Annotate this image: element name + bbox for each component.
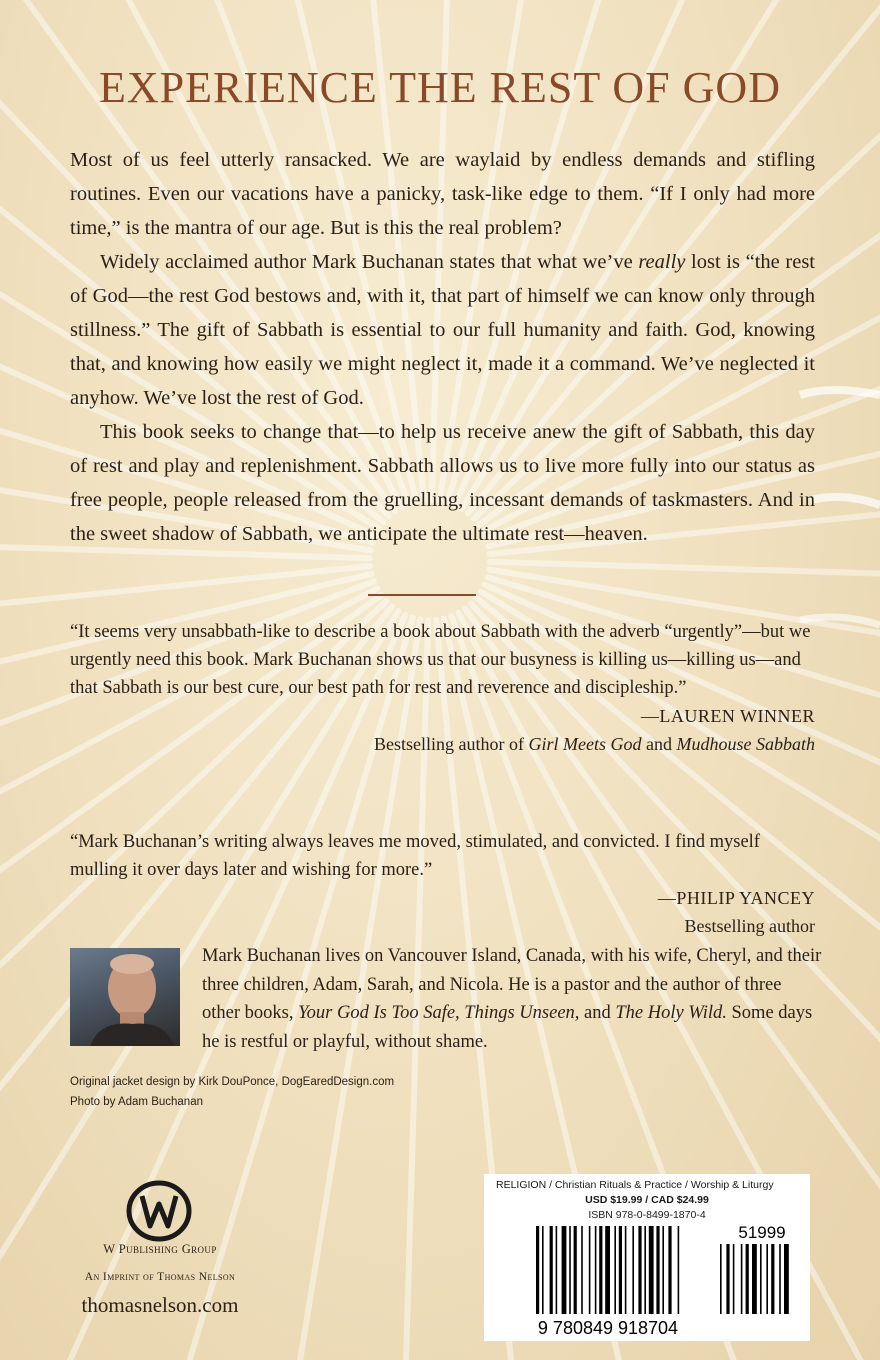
addon-bar [752,1244,757,1314]
endorsement-attribution [70,884,815,940]
barcode-bar [589,1226,591,1314]
addon-digits: 51999 [738,1223,786,1242]
price-label: USD $19.99 / CAD $24.99 [585,1194,709,1206]
endorser-name: —LAUREN WINNER [640,706,815,726]
ean-digits: 9 780849 918704 [537,1318,679,1338]
endorser-title: Bestselling author of Girl Meets God and Mudhouse Sabbath [374,734,815,754]
barcode-icon [534,1222,804,1338]
addon-bar [760,1244,762,1314]
endorsement-quote: “Mark Buchanan’s writing always leaves me moved, stimulated, and convicted. I find myself mulling it over days later and wishing for more.” [70,832,760,880]
endorsement-quote: “It seems very unsabbath-like to describe a book about Sabbath with the adverb “urgently”—but we urgently need this book. Mark Buchanan shows us that our busyness is killing us—killing us—and that Sabbath is our best cure, our best path for rest and reverence and discipleship.” [70,622,811,698]
category-label: RELIGION / Christian Rituals & Practice / Worship & Liturgy [496,1179,774,1191]
barcode-bar [662,1226,664,1314]
publisher-logo-icon [120,1180,198,1242]
endorsement-yancey [70,828,815,940]
barcode-bar [574,1226,577,1314]
description-paragraph-3: This book seeks to change that—to help us receive anew the gift of Sabbath, this day of rest and play and replenishment. Sabbath allows us to live more fully into our status as free people, people released from the gruelling, incessant demands of taskmasters. And in the sweet shadow of Sabbath, we anticipate the ultimate rest—heaven. [70,421,815,545]
emphasis-really: really [638,251,686,273]
description-paragraph-1: Most of us feel utterly ransacked. We are waylaid by endless demands and stifling routines. Even our vacations have a panicky, task-like edge to them. “If I only had more time,” is the mantra of our age. But is this the real problem? [70,149,815,239]
barcode-bar [678,1226,680,1314]
addon-bar [733,1244,735,1314]
addon-bar [720,1244,722,1314]
addon-bar [726,1244,729,1314]
book-description [70,143,815,551]
barcode-bar [556,1226,558,1314]
barcode-bar [614,1226,616,1314]
barcode-bar [625,1226,627,1314]
publisher-block [40,1242,280,1318]
barcode-bar [668,1226,671,1314]
addon-bar [771,1244,774,1314]
photo-credit: Photo by Adam Buchanan [70,1096,203,1108]
addon-bar [741,1244,743,1314]
barcode-bar [644,1226,646,1314]
page-title: EXPERIENCE THE REST OF GOD [99,63,781,112]
jacket-credit: Original jacket design by Kirk DouPonce, DogEaredDesign.com [70,1076,395,1088]
publisher-name: W Publishing Group [103,1242,217,1256]
addon-bar [779,1244,781,1314]
section-divider [368,594,476,596]
endorser-title: Bestselling author [684,916,815,936]
barcode-bar [569,1226,571,1314]
addon-bar [784,1244,789,1314]
publisher-website: thomasnelson.com [81,1293,239,1317]
barcode-bar [595,1226,597,1314]
barcode-bar [599,1226,602,1314]
endorsement-winner [70,618,815,758]
barcode-bar [581,1226,583,1314]
isbn-label: ISBN 978-0-8499-1870-4 [588,1209,706,1221]
author-photo [70,948,180,1046]
barcode-bar [542,1226,544,1314]
barcode-bar [562,1226,567,1314]
barcode-bar [632,1226,634,1314]
addon-bar [766,1244,768,1314]
barcode-bar [536,1226,539,1314]
barcode-bar [605,1226,610,1314]
endorser-name: —PHILIP YANCEY [657,888,815,908]
publisher-imprint: An Imprint of Thomas Nelson [84,1271,236,1283]
barcode-bar [656,1226,659,1314]
author-bio: Mark Buchanan lives on Vancouver Island, Canada, with his wife, Cheryl, and their three children, Adam, Sarah, and Nicola. He is a pastor and the author of three other books, Your God Is Too Safe, Things Unseen, and The Holy Wild. Some days he is restful or playful, without shame. [202,946,822,1052]
barcode-bar [550,1226,553,1314]
addon-bar [746,1244,749,1314]
endorsement-attribution [70,702,815,758]
description-paragraph-2: Widely acclaimed author Mark Buchanan states that what we’ve really lost is “the rest of God—the rest God bestows and, with it, that part of himself we can know only through stillness.” The gift of Sabbath is essential to our full humanity and faith. God, knowing that, and knowing how easily we might neglect it, made it a command. We’ve neglected it anyhow. We’ve lost the rest of God. [70,251,815,409]
barcode-bar [649,1226,654,1314]
barcode-bar [638,1226,641,1314]
barcode-bar [619,1226,622,1314]
design-credits [70,1072,490,1112]
barcode-label [484,1174,810,1341]
